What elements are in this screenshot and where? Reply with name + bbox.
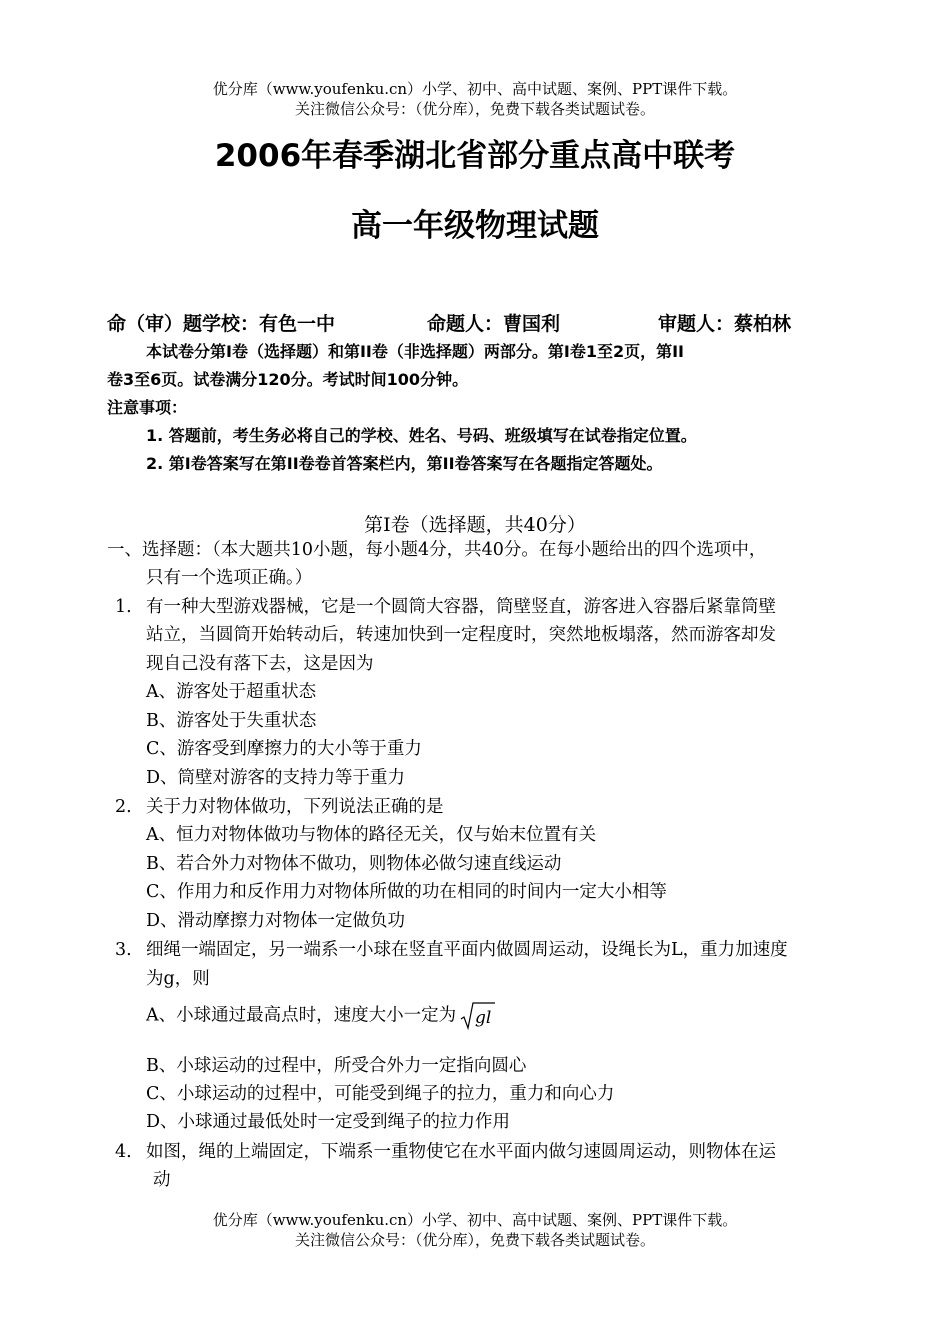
footer-line-2: 关注微信公众号：（优分库），免费下载各类试题试卷。	[294, 1231, 655, 1249]
question-2-line-1: 关于力对物体做功，下列说法正确的是	[146, 797, 444, 817]
question-3-option-d: D、小球通过最低处时一定受到绳子的拉力作用	[146, 1112, 511, 1132]
question-1-line-2: 站立，当圆筒开始转动后，转速加快到一定程度时，突然地板塌落，然而游客却发	[146, 625, 776, 645]
question-1-line-1: 有一种大型游戏器械，它是一个圆筒大容器，筒壁竖直，游客进入容器后紧靠筒壁	[146, 597, 776, 617]
intro-line-2: 卷3至6页。试卷满分120分。考试时间100分钟。	[107, 370, 469, 389]
question-1-option-d: D、筒壁对游客的支持力等于重力	[146, 768, 406, 788]
exam-subtitle: 高一年级物理试题	[351, 208, 599, 244]
question-3-line-1: 细绳一端固定，另一端系一小球在竖直平面内做圆周运动，设绳长为L，重力加速度	[146, 940, 788, 960]
intro-line-1: 本试卷分第Ⅰ卷（选择题）和第ⅠⅠ卷（非选择题）两部分。第Ⅰ卷1至2页，第ⅠⅠ	[146, 342, 684, 361]
section-instruction-line-2: 只有一个选项正确。）	[146, 568, 313, 588]
question-4-line-2: 动	[153, 1170, 171, 1190]
question-2-option-a: A、恒力对物体做功与物体的路径无关，仅与始末位置有关	[146, 825, 597, 845]
question-1-option-b: B、游客处于失重状态	[146, 711, 317, 731]
question-number: 2.	[115, 797, 132, 817]
question-3-option-a	[146, 1001, 496, 1031]
question-3-option-a-text: A、小球通过最高点时，速度大小一定为	[146, 1005, 457, 1026]
question-number: 4.	[115, 1142, 132, 1162]
section-instruction-line-1: 一、选择题：（本大题共10小题，每小题4分，共40分。在每小题给出的四个选项中，	[107, 540, 767, 560]
header-line-1: 优分库（www.youfenku.cn）小学、初中、高中试题、案例、PPT课件下载。	[212, 80, 738, 98]
section-title: 第Ⅰ卷（选择题，共40分）	[364, 514, 586, 536]
meta-reviewer: 审题人：蔡柏林	[658, 313, 792, 335]
meta-author: 命题人：曹国利	[427, 313, 561, 335]
sqrt-radicand: gl	[475, 1008, 492, 1028]
notice-heading: 注意事项：	[107, 398, 188, 417]
question-2-option-d: D、滑动摩擦力对物体一定做负功	[146, 911, 406, 931]
question-1-option-a: A、游客处于超重状态	[146, 682, 317, 702]
question-2-option-b: B、若合外力对物体不做功，则物体必做匀速直线运动	[146, 854, 562, 874]
question-1-line-3: 现自己没有落下去，这是因为	[146, 654, 374, 674]
sqrt-formula	[460, 1001, 496, 1031]
exam-title: 2006年春季湖北省部分重点高中联考	[214, 138, 736, 174]
question-number: 3.	[115, 940, 132, 960]
notice-item-2: 2. 第Ⅰ卷答案写在第ⅠⅠ卷卷首答案栏内，第ⅠⅠ卷答案写在各题指定答题处。	[146, 454, 663, 473]
footer-line-1: 优分库（www.youfenku.cn）小学、初中、高中试题、案例、PPT课件下载。	[212, 1211, 738, 1229]
notice-item-1: 1. 答题前，考生务必将自己的学校、姓名、号码、班级填写在试卷指定位置。	[146, 426, 697, 445]
question-4-line-1: 如图，绳的上端固定，下端系一重物使它在水平面内做匀速圆周运动，则物体在运	[146, 1142, 776, 1162]
question-number: 1.	[115, 597, 132, 617]
meta-school: 命（审）题学校：有色一中	[107, 313, 336, 335]
header-line-2: 关注微信公众号：（优分库），免费下载各类试题试卷。	[294, 100, 655, 118]
sqrt-symbol-icon	[460, 1001, 496, 1031]
question-3-option-b: B、小球运动的过程中，所受合外力一定指向圆心	[146, 1056, 527, 1076]
question-1-option-c: C、游客受到摩擦力的大小等于重力	[146, 739, 422, 759]
question-2-option-c: C、作用力和反作用力对物体所做的功在相同的时间内一定大小相等	[146, 882, 667, 902]
question-3-line-2: 为g，则	[146, 969, 210, 989]
question-3-option-c: C、小球运动的过程中，可能受到绳子的拉力，重力和向心力	[146, 1084, 615, 1104]
